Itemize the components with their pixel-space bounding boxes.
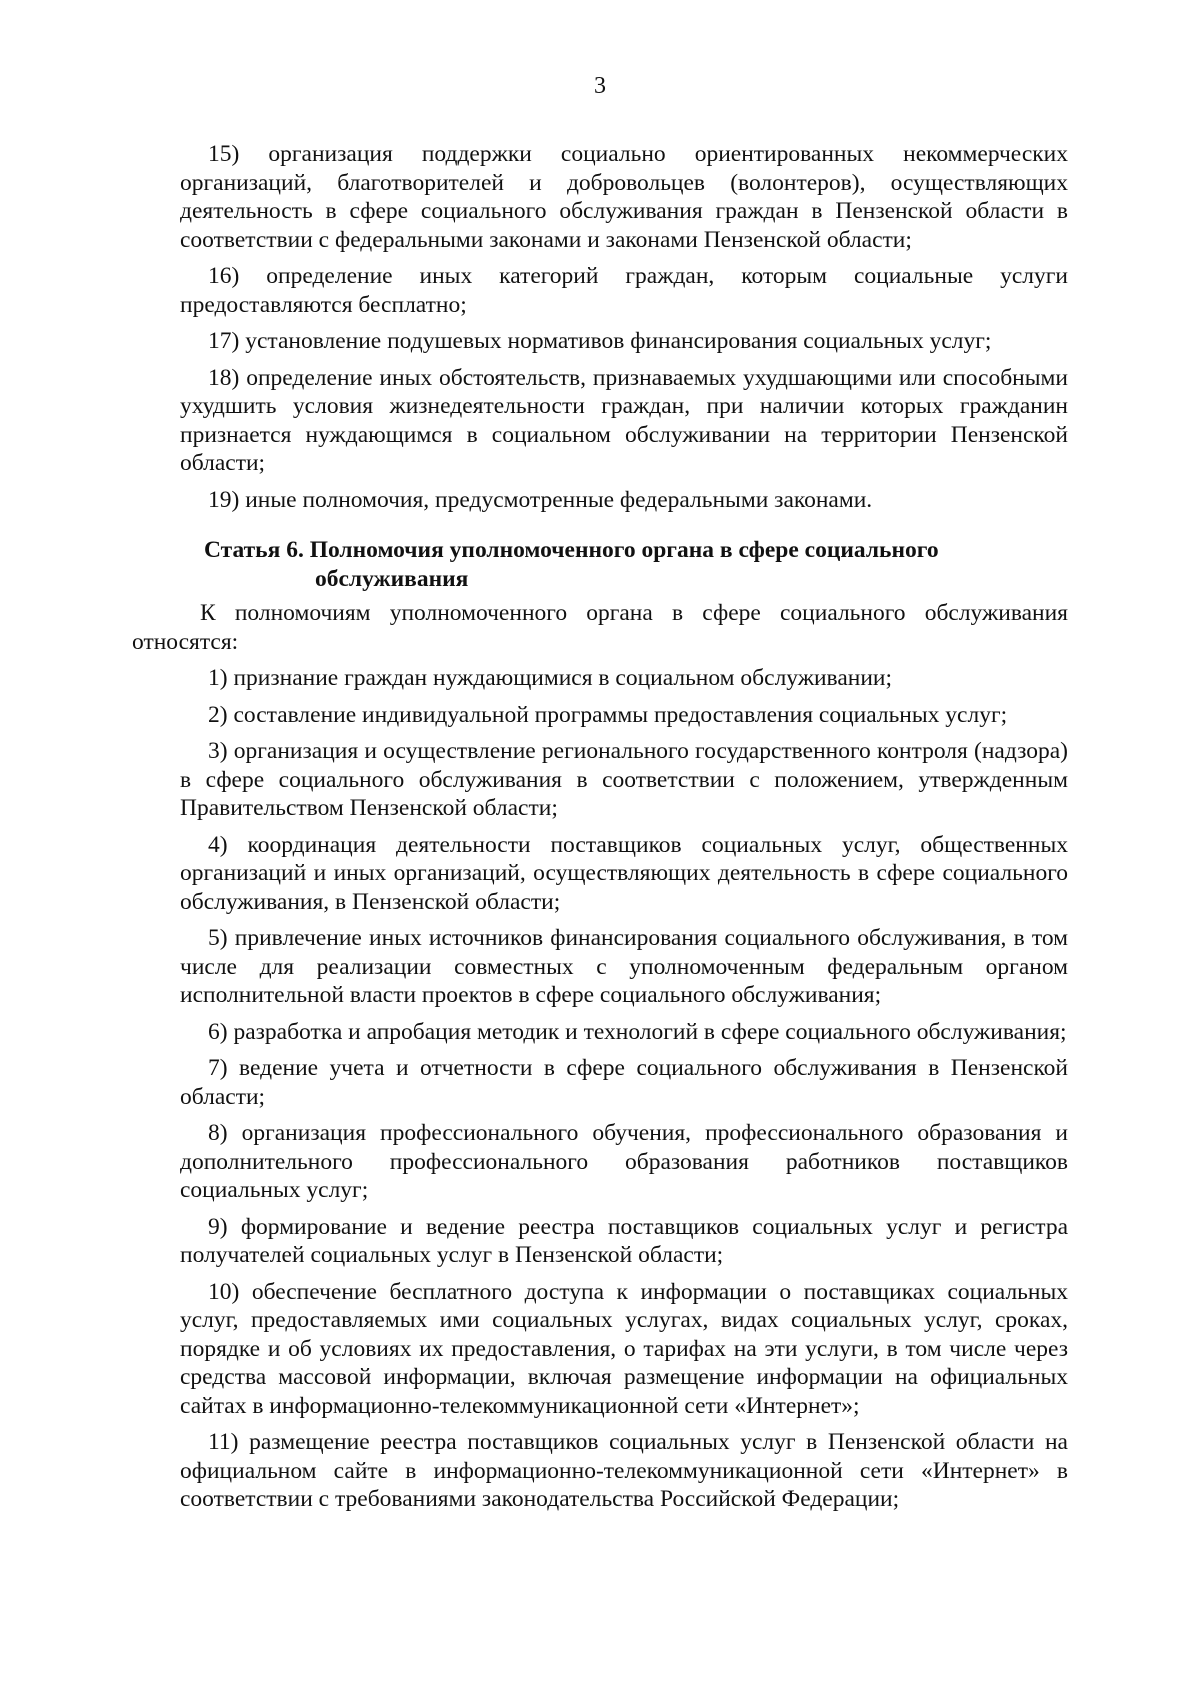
- article-item-11: 11) размещение реестра поставщиков социальных услуг в Пензенской области на официальном сайте в информационно-телекоммуникационной сети «Интернет» в соответствии с требованиями законодательства Российской Федерации;: [180, 1429, 1068, 1512]
- article-heading: [180, 536, 1068, 593]
- list-item-16: 16) определение иных категорий граждан, которым социальные услуги предоставляются бесплатно;: [180, 263, 1068, 318]
- page-number: 3: [594, 73, 606, 99]
- article-item-6: 6) разработка и апробация методик и технологий в сфере социального обслуживания;: [208, 1018, 1067, 1045]
- article-heading-line2: обслуживания: [315, 565, 469, 592]
- document-body: [132, 140, 1068, 1522]
- article-item-4: 4) координация деятельности поставщиков социальных услуг, общественных организаций и иных организаций, осуществляющих деятельность в сфере социального обслуживания, в Пензенской области;: [180, 831, 1068, 915]
- article-item-10: 10) обеспечение бесплатного доступа к информации о поставщиках социальных услуг, предоставляемых ими социальных услугах, видах социальных услуг, сроках, порядке и об условиях их предоставления, о тарифах на эти услуги, в том числе через средства массовой информации, включая размещение информации на официальных сайтах в информационно-телекоммуникационной сети «Интернет»;: [180, 1278, 1068, 1419]
- article-heading-line1: Статья 6. Полномочия уполномоченного органа в сфере социального: [204, 537, 939, 563]
- article-item-1: 1) признание граждан нуждающимися в социальном обслуживании;: [208, 665, 893, 691]
- article-intro: К полномочиям уполномоченного органа в сфере социального обслуживания относятся:: [132, 600, 1068, 655]
- list-item-19: 19) иные полномочия, предусмотренные федеральными законами.: [208, 486, 873, 513]
- article-item-3: 3) организация и осуществление регионального государственного контроля (надзора) в сфере социального обслуживания в соответствии с положением, утвержденным Правительством Пензенской области;: [180, 738, 1068, 821]
- list-item-17: 17) установление подушевых нормативов финансирования социальных услуг;: [208, 328, 992, 354]
- list-item-15: 15) организация поддержки социально ориентированных некоммерческих организаций, благотворителей и добровольцев (волонтеров), осуществляющих деятельность в сфере социального обслуживания граждан в Пензенской области в соответствии с федеральными законами и законами Пензенской области;: [180, 141, 1068, 253]
- article-item-9: 9) формирование и ведение реестра поставщиков социальных услуг и регистра получателей социальных услуг в Пензенской области;: [180, 1213, 1068, 1268]
- article-item-8: 8) организация профессионального обучения, профессионального образования и дополнительного профессионального образования работников поставщиков социальных услуг;: [180, 1120, 1068, 1203]
- article-item-2: 2) составление индивидуальной программы предоставления социальных услуг;: [208, 701, 1008, 728]
- article-item-7: 7) ведение учета и отчетности в сфере социального обслуживания в Пензенской области;: [180, 1055, 1068, 1110]
- article-item-5: 5) привлечение иных источников финансирования социального обслуживания, в том числе для реализации совместных с уполномоченным федеральным органом исполнительной власти проектов в сфере социального обслуживания;: [180, 925, 1068, 1008]
- list-item-18: 18) определение иных обстоятельств, признаваемых ухудшающими или способными ухудшить условия жизнедеятельности граждан, при наличии которых гражданин признается нуждающимся в социальном обслуживании на территории Пензенской области;: [180, 364, 1068, 476]
